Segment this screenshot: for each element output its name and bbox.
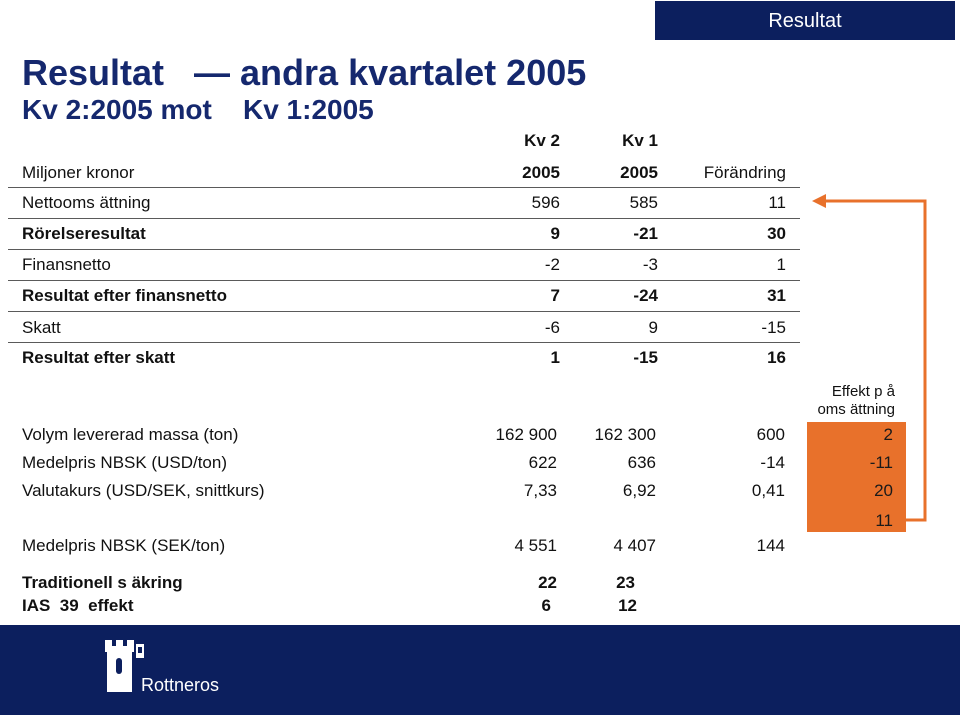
kv1-value: -3 — [642, 255, 658, 274]
kv2-value: -6 — [544, 318, 560, 337]
table-row — [0, 597, 960, 614]
table-row — [0, 426, 960, 443]
change-value: 31 — [767, 286, 786, 305]
row-label: Resultat efter skatt — [22, 348, 176, 367]
kv1-value: 6,92 — [622, 481, 656, 500]
row-label: Traditionell s äkring — [22, 573, 183, 592]
change-value: -14 — [760, 453, 785, 472]
section-tab — [655, 1, 955, 40]
row-label: Skatt — [22, 318, 61, 337]
kv2-year-header: 2005 — [522, 163, 560, 182]
revenue-effect-label-line: Effekt p å — [831, 383, 895, 400]
logo-wordmark: Rottneros — [141, 675, 220, 695]
row-label: Nettooms ättning — [22, 193, 151, 212]
kv1-period-header: Kv 1 — [622, 131, 658, 150]
kv1-value: -15 — [633, 348, 658, 367]
row-label: IAS 39 effekt — [22, 596, 134, 615]
effect-connector-arrow — [805, 190, 935, 530]
kv2-value: 622 — [528, 453, 557, 472]
row-label: Medelpris NBSK (USD/ton) — [22, 453, 228, 472]
table-row — [0, 482, 960, 499]
effect-value: 2 — [883, 425, 893, 444]
change-value: 0,41 — [751, 481, 785, 500]
kv2-value: 22 — [538, 573, 557, 592]
kv2-value: -2 — [544, 255, 560, 274]
row-divider — [8, 311, 800, 312]
row-label: Resultat efter finansnetto — [22, 286, 227, 305]
kv1-value: 585 — [629, 193, 658, 212]
row-label: Finansnetto — [22, 255, 111, 274]
unit-label: Miljoner kronor — [22, 163, 135, 182]
row-divider — [8, 249, 800, 250]
kv2-period-header: Kv 2 — [524, 131, 560, 150]
kv1-value: 9 — [648, 318, 658, 337]
kv2-value: 162 900 — [495, 425, 557, 444]
connector-line — [824, 201, 925, 520]
kv2-value: 6 — [541, 596, 551, 615]
table-row — [0, 537, 960, 554]
change-value: 144 — [756, 536, 785, 555]
table-row — [0, 574, 960, 591]
row-label: Medelpris NBSK (SEK/ton) — [22, 536, 226, 555]
kv1-value: 162 300 — [594, 425, 656, 444]
slide-subtitle: Kv 2:2005 mot Kv 1:2005 — [22, 94, 374, 125]
effect-total-value: 11 — [875, 511, 893, 530]
arrowhead-icon — [812, 194, 826, 208]
kv2-value: 4 551 — [514, 536, 557, 555]
kv2-value: 7,33 — [523, 481, 557, 500]
row-divider — [8, 187, 800, 188]
table-row — [0, 454, 960, 471]
kv1-value: 636 — [627, 453, 656, 472]
kv2-value: 1 — [550, 348, 560, 367]
kv1-value: -21 — [633, 224, 658, 243]
change-header: Förändring — [703, 163, 786, 182]
kv2-value: 596 — [531, 193, 560, 212]
slide-title: Resultat — andra kvartalet 2005 — [22, 52, 587, 93]
kv1-value: 4 407 — [613, 536, 656, 555]
change-value: 16 — [767, 348, 786, 367]
row-divider — [8, 280, 800, 281]
change-value: 11 — [768, 193, 786, 212]
row-label: Rörelseresultat — [22, 224, 146, 243]
revenue-effect-label-line: oms ättning — [817, 401, 895, 418]
row-divider — [8, 218, 800, 219]
table-header-period — [0, 132, 960, 149]
effect-value: -11 — [869, 453, 893, 472]
kv1-value: -24 — [633, 286, 658, 305]
change-value: 1 — [776, 255, 786, 274]
row-divider — [8, 342, 800, 343]
kv2-value: 9 — [550, 224, 560, 243]
kv1-year-header: 2005 — [620, 163, 658, 182]
section-tab-label: Resultat — [768, 9, 842, 32]
effect-value: 20 — [874, 481, 893, 500]
change-value: 30 — [767, 224, 786, 243]
tower-logo-icon — [105, 638, 145, 692]
kv1-value: 23 — [616, 573, 635, 592]
kv1-value: 12 — [618, 596, 637, 615]
row-label: Volym levererad massa (ton) — [22, 425, 239, 444]
change-value: -15 — [761, 318, 786, 337]
table-header-year — [0, 164, 960, 181]
row-label: Valutakurs (USD/SEK, snittkurs) — [22, 481, 265, 500]
kv2-value: 7 — [550, 286, 560, 305]
change-value: 600 — [756, 425, 785, 444]
